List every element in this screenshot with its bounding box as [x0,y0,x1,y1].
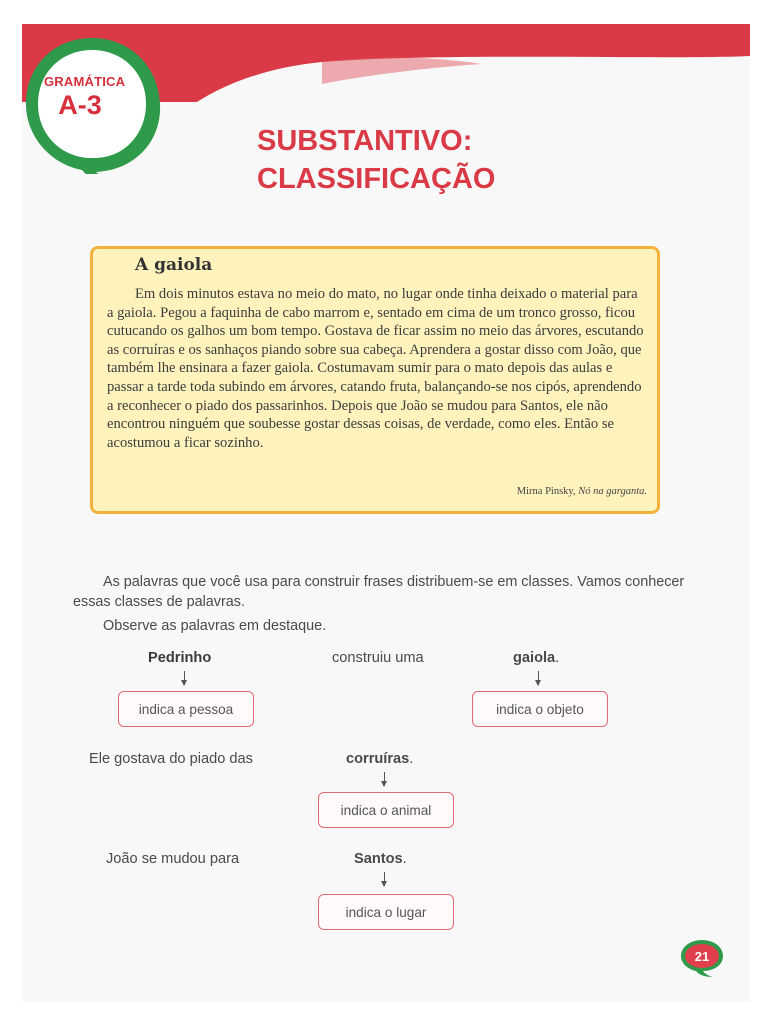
example3-start-text: João se mudou para [106,851,240,867]
reading-box [90,246,660,514]
example1-arrow-2 [538,671,539,685]
intro-paragraph: As palavras que você usa para construir frases distribuem-se em classes. Vamos conhecer essas classes de palavras. [73,574,685,610]
example1-box-objeto: indica o objeto [472,691,608,727]
source-author: Mirna Pinsky, [516,486,576,497]
page [22,24,750,1002]
section-label: GRAMÁTICA [44,74,126,89]
example1-period: . [555,650,560,666]
example2-box-animal: indica o animal [318,792,454,828]
example1-arrow-1 [184,671,185,685]
example1-word-gaiola [513,650,559,666]
reading-source [517,486,647,497]
intro-instruction: Observe as palavras em destaque. [103,618,327,634]
section-code: A-3 [58,90,102,120]
source-work: Nó na garganta. [578,486,647,497]
example1-word-gaiola-bold: gaiola [513,650,556,666]
page-title-line-1: SUBSTANTIVO: [257,125,473,157]
example2-word-bold: corruíras [346,751,410,767]
reading-body: Em dois minutos estava no meio do mato, no lugar onde tinha deixado o material para a gaiola. Pegou a faquinha de cabo marrom e, sentado em cima de um tronco grosso, ficou cutucando os galhos um bom tempo. Gostava de ficar assim no meio das árvores, escutando as corruíras e os sanhaços piando sobre sua cabeça. Aprendera a gostar disso com João, que também lhe ensinara a fazer gaiola. Costumavam sumir para o mato depois das aulas e passar a tarde toda subindo em árvores, catando fruta, balançando-se nos cipós, aprendendo a reconhecer o piado dos passarinhos. Depois que João se mudou para Santos, ele não encontrou ninguém que soubesse gostar dessas coisas, de verdade, como eles. Então se acostumou a ficar sozinho. [107,286,644,451]
example3-word-bold: Santos [354,851,403,867]
example3-arrow [384,872,385,886]
example1-middle-text: construiu uma [332,650,424,666]
intro [73,572,713,636]
example1-word-pedrinho: Pedrinho [148,650,212,666]
example3-word-santos [354,851,407,867]
page-number-badge [679,938,725,978]
reading-title: A gaiola [135,255,213,275]
example2-start-text: Ele gostava do piado das [89,751,253,767]
example2-period: . [409,751,414,767]
page-number: 21 [694,949,710,964]
example2-arrow [384,772,385,786]
example2-word-corruiras [346,751,413,767]
example3-period: . [402,851,407,867]
example1-box-pessoa: indica a pessoa [118,691,254,727]
page-title [257,122,495,198]
page-title-line-2: CLASSIFICAÇÃO [257,163,496,195]
example3-box-lugar: indica o lugar [318,894,454,930]
